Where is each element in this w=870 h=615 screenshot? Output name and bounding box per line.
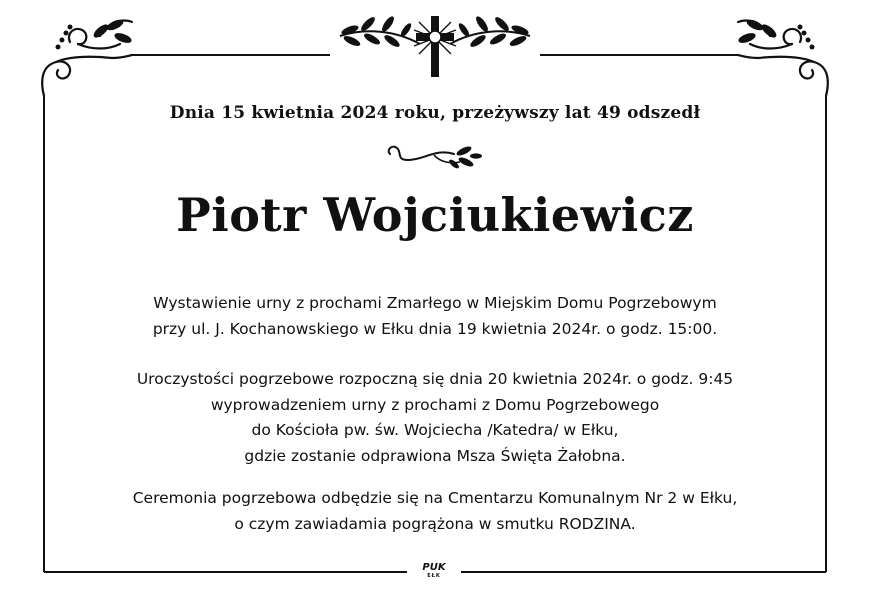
- deceased-name: Piotr Wojciukiewicz: [176, 188, 694, 242]
- corner-leaves-left-icon: [56, 18, 133, 50]
- corner-leaves-right-icon: [737, 18, 814, 50]
- viewing-paragraph: [60, 291, 810, 342]
- death-date-line: Dnia 15 kwietnia 2024 roku, przeżywszy lat 49 odszedł: [169, 103, 701, 123]
- burial-paragraph: [60, 486, 810, 537]
- cross-icon: [414, 16, 456, 77]
- text-line: Wystawienie urny z prochami Zmarłego w Miejskim Domu Pogrzebowym: [153, 294, 717, 312]
- olive-branch-left-icon: [340, 15, 420, 49]
- logo-text: PUK: [422, 562, 446, 573]
- puk-logo: [411, 563, 457, 580]
- text-line: wyprowadzeniem urny z prochami z Domu Pogrzebowego: [210, 395, 660, 414]
- text-line: do Kościoła pw. św. Wojciecha /Katedra/ w Ełku,: [251, 421, 619, 439]
- text-line: Ceremonia pogrzebowa odbędzie się na Cmentarzu Komunalnym Nr 2 w Ełku,: [132, 489, 738, 507]
- logo-subtext: EŁK: [427, 573, 441, 579]
- text-line: przy ul. J. Kochanowskiego w Ełku dnia 19 kwietnia 2024r. o godz. 15:00.: [152, 319, 718, 338]
- corner-flourish-left-icon: [42, 21, 132, 96]
- funeral-service-paragraph: [60, 367, 810, 469]
- vine-ornament-icon: [384, 142, 484, 170]
- text-line: Uroczystości pogrzebowe rozpoczną się dnia 20 kwietnia 2024r. o godz. 9:45: [136, 370, 734, 388]
- olive-branch-right-icon: [450, 15, 530, 49]
- text-line: o czym zawiadamia pogrążona w smutku RODZINA.: [234, 514, 636, 533]
- text-line: gdzie zostanie odprawiona Msza Święta Żałobna.: [244, 446, 626, 465]
- corner-flourish-right-icon: [738, 21, 828, 96]
